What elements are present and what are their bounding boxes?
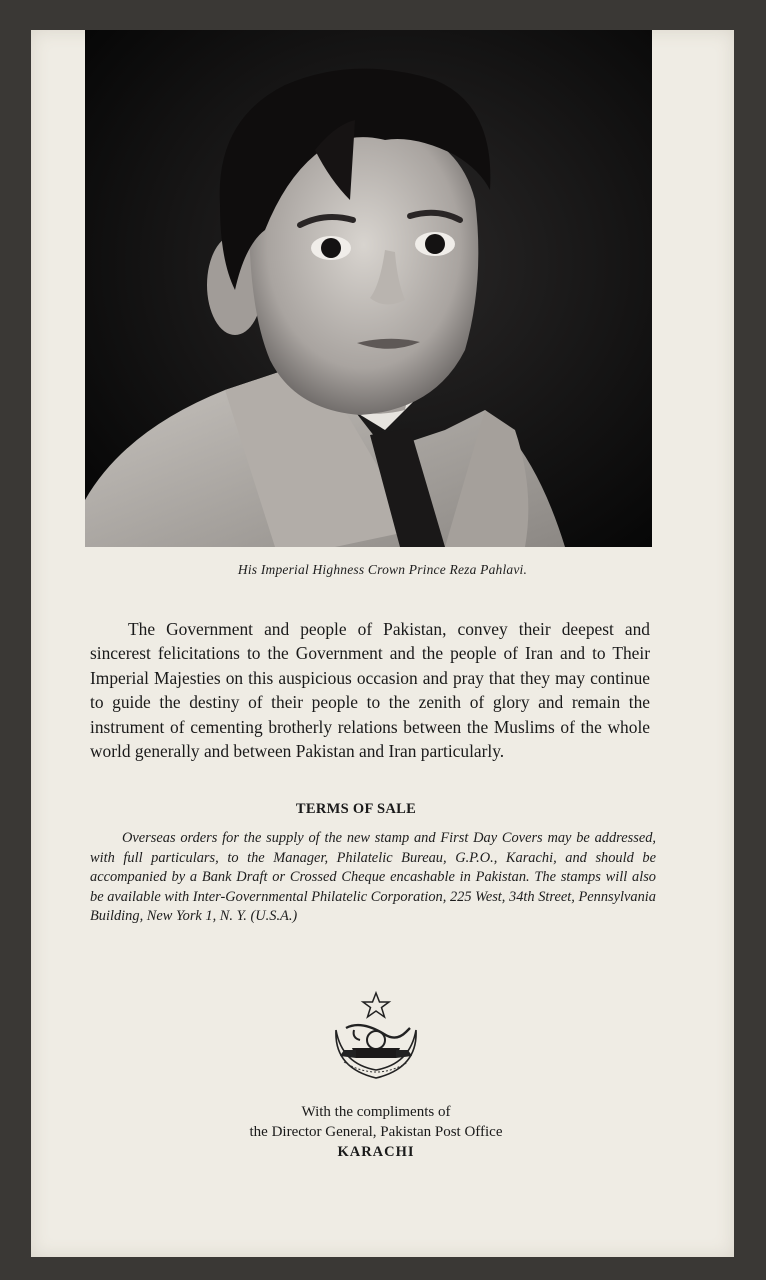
compliments-line-2: the Director General, Pakistan Post Office — [249, 1124, 503, 1140]
terms-heading: TERMS OF SALE — [295, 801, 417, 817]
compliments-line-1: With the compliments of — [301, 1104, 451, 1120]
felicitation-paragraph: The Government and people of Pakistan, convey their deepest and sincerest felicitations to the Government and the people of Iran and to Their Imperial Majesties on this auspicious occasion and pray that they may continue to guide the destiny of their people to the zenith of glory and remain the instrument of cementing brotherly relations between the Muslims of the whole world generally and between Pakistan and Iran particularly. — [90, 619, 650, 762]
portrait-photo — [85, 30, 652, 547]
post-horn-star-emblem-icon — [326, 990, 426, 1085]
photo-caption: His Imperial Highness Crown Prince Reza Pahlavi. — [237, 562, 528, 577]
compliments-city: KARACHI — [337, 1144, 415, 1160]
compliments-block — [31, 1102, 721, 1162]
terms-paragraph: Overseas orders for the supply of the new stamp and First Day Covers may be addressed, with full particulars, to the Manager, Philatelic Bureau, G.P.O., Karachi, and should be accompanied by a Bank Draft or Crossed Cheque encashable in Pakistan. The stamps will also be available with Inter-Governmental Philatelic Corporation, 225 West, 34th Street, Pennsylvania Building, New York 1, N. Y. (U.S.A.) — [90, 830, 656, 925]
